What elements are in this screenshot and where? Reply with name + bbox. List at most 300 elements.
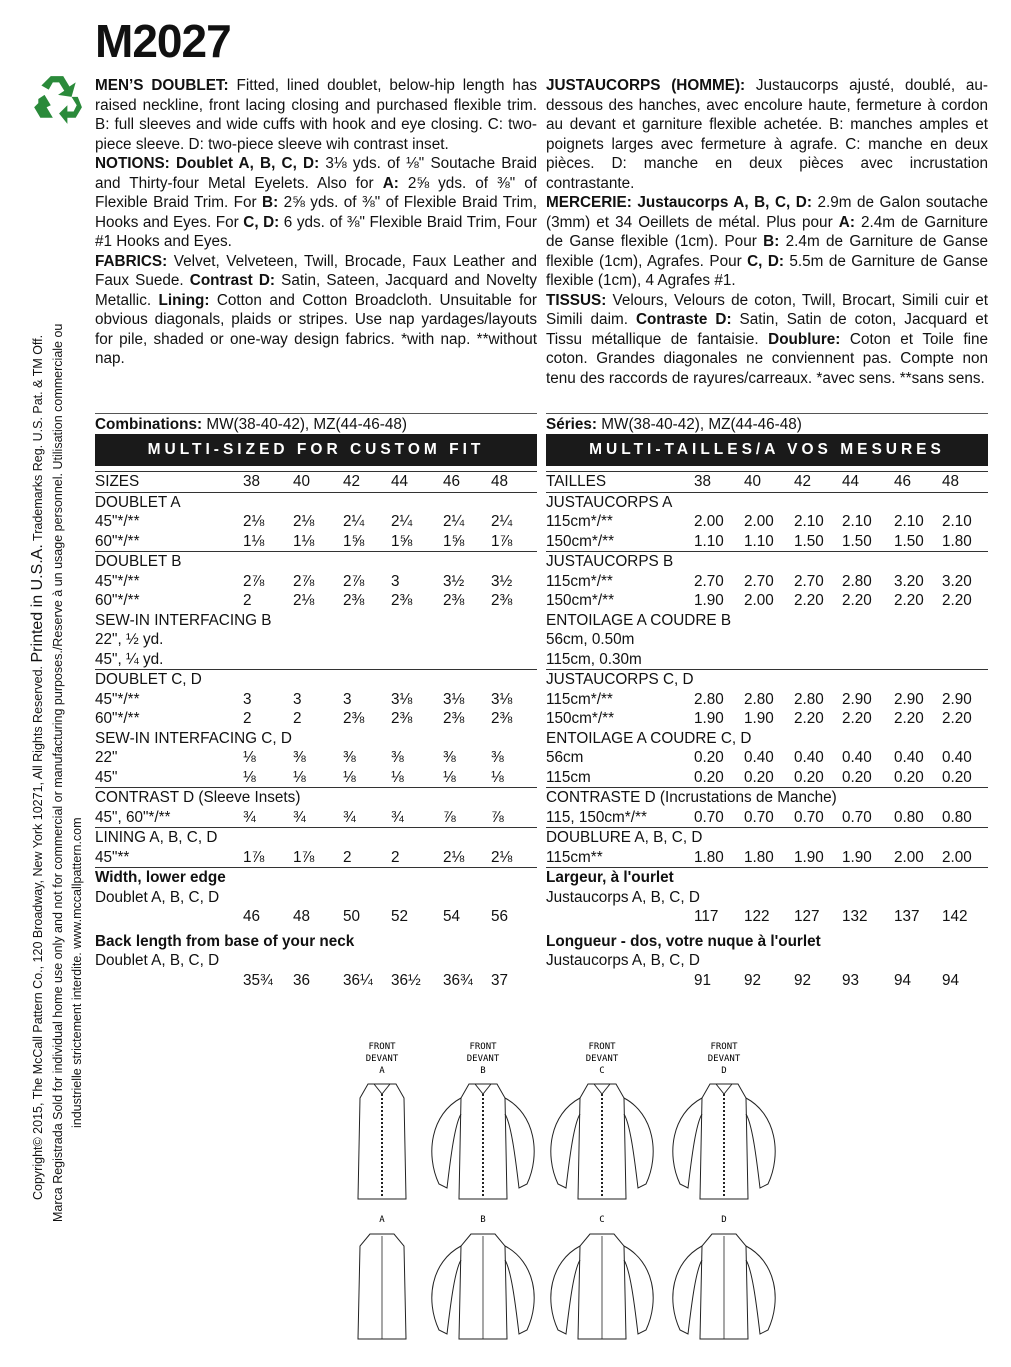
row-value: 1⅞ (491, 532, 513, 550)
row-value: 92 (794, 971, 812, 989)
row-value: 2.80 (744, 690, 774, 708)
row-value: 127 (794, 908, 820, 925)
row-value: 2.70 (694, 572, 724, 590)
row-value: 2 (243, 710, 252, 727)
row-value: ⅞ (491, 808, 504, 826)
row-value: 1.50 (794, 532, 824, 550)
row-value: 2⅜ (443, 592, 465, 609)
table-row (95, 611, 537, 631)
table-row (546, 848, 988, 868)
row-value: 1⅛ (243, 532, 265, 550)
trademark-text: Trademarks Reg. U.S. Pat. & TM Off. (31, 334, 45, 541)
row-label: JUSTAUCORPS B (546, 553, 674, 570)
row-value: 2.80 (794, 690, 824, 708)
row-label: 45"** (95, 848, 130, 866)
notions-a-label: Justaucorps A, B, C, D: (637, 194, 812, 211)
row-value: 44 (842, 473, 860, 490)
row-value: 1.80 (694, 848, 724, 866)
row-value: 2⅜ (391, 592, 413, 609)
table-row (95, 827, 537, 848)
recycle-icon (30, 72, 84, 126)
row-value: 2¼ (491, 513, 513, 530)
row-value: 2.10 (894, 513, 924, 530)
notions-text: 2⅝ yds. of ⅜" of Flexible Braid Trim. For (95, 174, 537, 211)
view-label: DEVANT (466, 1054, 500, 1064)
row-value: 3⅛ (491, 690, 513, 708)
front-view-C (551, 1042, 653, 1199)
row-value: 52 (391, 908, 409, 925)
left-sleeve (551, 1246, 580, 1334)
copyright-sidebar (0, 0, 90, 1367)
row-value: ⅜ (391, 749, 404, 766)
row-value: 94 (894, 971, 912, 989)
row-value: 0.80 (894, 808, 924, 826)
notions-label: MERCERIE: (546, 194, 632, 211)
notions-text: 2⅝ yds. of ⅜" of Flexible Braid Trim, Hooks and Eyes. For (95, 194, 537, 231)
row-value: 3 (343, 690, 352, 708)
row-value: 2 (391, 848, 400, 866)
row-value: 35¾ (243, 971, 273, 989)
row-label: CONTRASTE D (Incrustations de Manche) (546, 789, 837, 806)
row-value: ⅜ (443, 749, 456, 766)
row-value: 2.20 (894, 592, 924, 609)
notions-a2-label: A: (382, 174, 399, 192)
table-row (95, 951, 537, 971)
row-value: 3 (243, 690, 252, 708)
row-label: SEW-IN INTERFACING B (95, 611, 272, 629)
row-value: 2.00 (942, 848, 972, 866)
row-label: 45"*/** (95, 572, 140, 590)
row-value: 0.70 (744, 808, 774, 826)
row-label: 115cm, 0.30m (546, 650, 642, 668)
fabrics-text: Satin, Satin de coton, Jacquard et Tissu métallique de fantaisie. (546, 311, 988, 348)
row-value: 1.10 (694, 532, 724, 550)
table-row (546, 951, 988, 971)
row-value: 2⅜ (491, 710, 513, 727)
english-yardage-table (95, 471, 537, 990)
row-value: ⅛ (243, 749, 256, 766)
view-label: A (379, 1066, 385, 1076)
table-row (546, 611, 988, 631)
view-label: B (480, 1215, 486, 1225)
desc-label: MEN’S DOUBLET: (95, 77, 229, 94)
row-label: TAILLES (546, 473, 607, 490)
row-label: 115, 150cm*/** (546, 808, 647, 826)
row-value: 2.00 (694, 513, 724, 530)
table-row (95, 729, 537, 749)
row-value: 3½ (443, 572, 465, 590)
table-row (546, 971, 988, 991)
table-row (95, 690, 537, 710)
body-outline (358, 1084, 406, 1199)
garment-drawings (340, 1038, 800, 1358)
back-view-C (551, 1215, 653, 1339)
collar-outline (475, 1084, 491, 1094)
row-value: 2 (243, 592, 252, 609)
row-value: 2⅜ (343, 592, 365, 609)
usage-line (52, 324, 65, 1222)
body-outline (700, 1084, 748, 1199)
table-row (546, 768, 988, 788)
left-sleeve (432, 1098, 461, 1188)
row-label: ENTOILAGE A COUDRE B (546, 611, 732, 629)
english-notions-para (95, 154, 537, 252)
collar-outline (716, 1084, 732, 1094)
fabrics-text: Cotton and Cotton Broadcloth. Unsuitable for obvious diagonals, plaids or stripes. Use nap yardages/layouts for pile, shaded or one-way design fabrics. *with nap. **without nap. (95, 291, 537, 367)
row-label: 56cm, 0.50m (546, 631, 635, 648)
lining-label: Doublure: (768, 330, 841, 348)
french-fabrics-para (546, 291, 988, 389)
view-label: D (721, 1066, 727, 1076)
row-label: JUSTAUCORPS C, D (546, 671, 694, 688)
front-view-D (673, 1042, 775, 1199)
french-combinations (546, 413, 988, 434)
notions-label: NOTIONS: (95, 155, 170, 172)
row-value: 0.40 (894, 749, 924, 766)
table-row (95, 630, 537, 650)
row-value: 44 (391, 473, 409, 490)
table-row (546, 808, 988, 828)
view-label: C (599, 1215, 605, 1225)
combo-label: Séries: (546, 416, 598, 433)
fabrics-label: TISSUS: (546, 291, 607, 309)
printed-in-text: Printed in U.S.A. (29, 544, 46, 663)
row-value: ¾ (343, 808, 356, 826)
row-value: 2.20 (794, 710, 824, 727)
right-sleeve (746, 1098, 775, 1188)
row-label: Back length from base of your neck (95, 932, 355, 950)
row-value: 2 (293, 710, 302, 727)
view-label: D (721, 1215, 727, 1225)
row-value: 1⅝ (343, 532, 365, 550)
row-value: 2.20 (894, 710, 924, 727)
row-value: 36½ (391, 971, 421, 989)
row-value: 3.20 (942, 572, 972, 590)
lining-label: Lining: (158, 291, 210, 309)
row-value: 0.40 (942, 749, 972, 766)
table-row (95, 650, 537, 670)
table-row (546, 729, 988, 749)
table-row (546, 551, 988, 572)
notions-text: 6 yds. of ⅜" Flexible Braid Trim, Four #1 Hooks and Eyes. (95, 213, 537, 250)
row-label: 45"*/** (95, 690, 140, 708)
row-value: 2.70 (744, 572, 774, 590)
contrast-label: Contrast D: (189, 272, 275, 289)
row-label: SIZES (95, 473, 140, 490)
row-value: 1.90 (694, 710, 724, 727)
row-value: 2.00 (744, 513, 774, 530)
row-label: Justaucorps A, B, C, D (546, 952, 700, 969)
table-row (546, 888, 988, 908)
notions-a2-label: A: (838, 213, 855, 231)
row-label: 45", ¼ yd. (95, 650, 164, 668)
front-view-A (358, 1042, 406, 1199)
left-sleeve (673, 1246, 702, 1334)
row-value: 92 (744, 971, 762, 989)
row-label: 22", ½ yd. (95, 631, 164, 648)
table-row (95, 471, 537, 492)
left-sleeve (551, 1098, 580, 1188)
row-value: 2.10 (942, 513, 972, 530)
notions-text: 5.5m de Garniture de Ganse flexible (1cm), 4 Agrafes #1. (546, 252, 988, 289)
table-row (95, 591, 537, 611)
row-value: 3⅛ (443, 690, 465, 708)
view-label: FRONT (710, 1042, 738, 1052)
row-value: 56 (491, 908, 509, 925)
table-row (95, 748, 537, 768)
row-value: 122 (744, 908, 770, 925)
row-value: ⅜ (293, 749, 306, 766)
fabrics-text: Velvet, Velveteen, Twill, Brocade, Faux Leather and Faux Suede. (95, 252, 537, 289)
row-value: 0.20 (744, 768, 774, 786)
row-value: ⅛ (243, 768, 256, 786)
row-value: 2.90 (894, 690, 924, 708)
table-row (546, 932, 988, 952)
row-value: 1.80 (942, 532, 972, 550)
row-value: 2.00 (894, 848, 924, 866)
row-value: 46 (894, 473, 912, 490)
copyright-text: Copyright© 2015, The McCall Pattern Co., 120 Broadway, New York 10271, All Rights Reserved. (31, 665, 45, 1200)
row-label: LINING A, B, C, D (95, 829, 218, 846)
row-label: SEW-IN INTERFACING C, D (95, 729, 292, 747)
desc-text: Justaucorps ajusté, doublé, au-dessous des hanches, avec encolure haute, fermeture à cordon au devant et garniture flexible achetée. B: manches amples et poignets larges avec fermeture à agrafe. C: manche en deux pièces. D: manche en deux pièces avec incrustation contrastante. (546, 77, 989, 192)
notions-text: 3⅛ yds. of ⅛" Soutache Braid and Thirty-four Metal Eyelets. Also for (95, 155, 537, 192)
english-size-band: MULTI-SIZED FOR CUSTOM FIT (95, 434, 537, 466)
front-view-B (432, 1042, 534, 1199)
row-value: 2⅞ (293, 572, 315, 590)
combo-label: Combinations: (95, 416, 203, 433)
french-desc-para (546, 76, 988, 193)
table-row (95, 512, 537, 532)
row-value: 0.70 (694, 808, 724, 826)
row-value: ⅜ (491, 749, 504, 766)
row-value: 0.80 (942, 808, 972, 826)
row-value: 36¾ (443, 971, 473, 989)
drawings-svg (340, 1038, 800, 1358)
table-row (546, 650, 988, 670)
row-value: 2.10 (794, 513, 824, 530)
row-value: 54 (443, 908, 461, 925)
combo-text: MW(38-40-42), MZ(44-46-48) (597, 416, 802, 433)
row-value: 2⅛ (293, 592, 315, 609)
row-label: DOUBLURE A, B, C, D (546, 829, 703, 846)
row-value: 1.10 (744, 532, 774, 550)
row-label: 150cm*/** (546, 710, 615, 727)
usage-text: Marca Registrada Sold for individual home use only and not for commercial or manufacturing purposes./Reserve à un usage personnel. Utilisation commerciale ou (51, 323, 65, 1222)
row-value: ¾ (391, 808, 404, 826)
row-value: 0.20 (942, 768, 972, 786)
table-row (95, 888, 537, 908)
view-label: A (379, 1215, 385, 1225)
row-value: 1⅛ (293, 532, 315, 550)
row-value: 0.20 (694, 768, 724, 786)
row-value: 93 (842, 971, 860, 989)
table-row (546, 532, 988, 552)
row-value: ¾ (293, 808, 306, 826)
row-label: 45" (95, 768, 118, 786)
row-value: 40 (744, 473, 762, 490)
row-value: 0.40 (744, 749, 774, 766)
copyright-line (30, 335, 46, 1200)
row-value: 38 (243, 473, 261, 490)
row-label: JUSTAUCORPS A (546, 493, 673, 511)
right-sleeve (624, 1246, 653, 1334)
row-value: 1.90 (842, 848, 872, 866)
english-description (95, 76, 537, 369)
row-label: 60"*/** (95, 710, 140, 727)
row-value: 2.80 (694, 690, 724, 708)
table-row (546, 669, 988, 690)
left-sleeve (432, 1246, 461, 1334)
row-value: 0.70 (794, 808, 824, 826)
row-label: 115cm*/** (546, 690, 613, 708)
row-value: 36¼ (343, 971, 373, 989)
row-value: 2⅛ (293, 513, 315, 530)
table-row (546, 787, 988, 808)
row-value: 3.20 (894, 572, 924, 590)
row-value: 46 (243, 908, 261, 925)
table-row (95, 532, 537, 552)
row-value: 2⅜ (343, 710, 365, 727)
right-sleeve (505, 1246, 534, 1334)
table-row (95, 867, 537, 888)
row-value: 2⅜ (391, 710, 413, 727)
website-text: industrielle strictement interdite. www.mccallpattern.com (70, 817, 84, 1128)
row-label: DOUBLET C, D (95, 671, 202, 688)
table-row (546, 709, 988, 729)
fabrics-text: Velours, Velours de coton, Twill, Brocart, Simili cuir et Simili daim. (546, 291, 988, 328)
row-value: 1.80 (744, 848, 774, 866)
back-view-B (432, 1215, 534, 1339)
english-fabrics-para (95, 252, 537, 369)
fabrics-text: Satin, Sateen, Jacquard and Novelty Metallic. (95, 272, 537, 309)
row-value: 48 (293, 908, 311, 925)
table-row (546, 907, 988, 927)
collar-outline (594, 1084, 610, 1094)
row-label: Doublet A, B, C, D (95, 952, 220, 969)
body-outline (459, 1084, 507, 1199)
row-value: 2⅛ (243, 513, 265, 530)
row-label: Longueur - dos, votre nuque à l'ourlet (546, 932, 821, 950)
french-size-band: MULTI-TAILLES/A VOS MESURES (546, 434, 988, 466)
row-label: 45", 60"*/** (95, 808, 171, 826)
row-value: 2.90 (842, 690, 872, 708)
row-value: 1⅝ (391, 532, 413, 550)
notions-cd-label: C, D: (747, 252, 784, 270)
row-label: ENTOILAGE A COUDRE C, D (546, 729, 752, 747)
row-value: ⅛ (293, 768, 306, 786)
row-value: 2.70 (794, 572, 824, 590)
row-value: 2⅛ (443, 848, 465, 866)
table-row (546, 690, 988, 710)
row-label: 150cm*/** (546, 532, 615, 550)
row-value: 2 (343, 848, 352, 866)
row-value: 2.80 (842, 572, 872, 590)
row-value: 3 (293, 690, 302, 708)
row-value: 2.90 (942, 690, 972, 708)
body-outline (578, 1084, 626, 1199)
row-value: 42 (343, 473, 361, 490)
row-value: 0.20 (842, 768, 872, 786)
row-label: 56cm (546, 749, 584, 766)
row-label: 60"*/** (95, 592, 140, 609)
row-value: ⅛ (343, 768, 356, 786)
row-value: 36 (293, 971, 311, 989)
notions-cd-label: C, D: (243, 213, 280, 231)
row-value: 2⅞ (343, 572, 365, 590)
back-view-D (673, 1215, 775, 1339)
row-value: 0.40 (794, 749, 824, 766)
view-label: FRONT (469, 1042, 497, 1052)
row-value: 1.50 (894, 532, 924, 550)
row-value: ⅞ (443, 808, 456, 826)
row-value: 1.90 (744, 710, 774, 727)
row-value: 2.20 (842, 710, 872, 727)
row-value: 1⅝ (443, 532, 465, 550)
notions-b-label: B: (763, 233, 780, 250)
row-label: DOUBLET A (95, 493, 181, 511)
right-sleeve (624, 1098, 653, 1188)
table-row (95, 709, 537, 729)
row-label: 115cm*/** (546, 513, 613, 530)
table-row (546, 572, 988, 592)
row-value: 1.90 (794, 848, 824, 866)
view-label: FRONT (588, 1042, 616, 1052)
row-label: Doublet A, B, C, D (95, 888, 220, 906)
row-value: 2.00 (744, 592, 774, 609)
website-line (71, 817, 84, 1128)
row-label: Largeur, à l'ourlet (546, 869, 674, 886)
right-sleeve (505, 1098, 534, 1188)
row-value: 38 (694, 473, 712, 490)
contrast-label: Contraste D: (635, 311, 732, 328)
row-value: 137 (894, 908, 920, 925)
table-row (546, 630, 988, 650)
row-value: 2.20 (942, 710, 972, 727)
french-description (546, 76, 988, 388)
row-value: 48 (491, 473, 509, 490)
row-value: 2⅜ (443, 710, 465, 727)
row-value: 3 (391, 572, 400, 590)
table-row (546, 748, 988, 768)
pattern-number: M2027 (95, 15, 231, 67)
table-row (95, 971, 537, 991)
row-value: 2⅜ (491, 592, 513, 609)
table-row (95, 669, 537, 690)
row-value: 50 (343, 908, 361, 925)
row-label: 150cm*/** (546, 592, 615, 609)
row-value: 0.20 (794, 768, 824, 786)
table-row (95, 848, 537, 868)
table-row (546, 867, 988, 888)
row-label: CONTRAST D (Sleeve Insets) (95, 789, 301, 806)
desc-text: Fitted, lined doublet, below-hip length has raised neckline, front lacing closing and purchased flexible trim. B: full sleeves and wide cuffs with hook and eye closing. C: two-piece sleeve. D: two-piece sleeve wih contrast inset. (95, 77, 537, 153)
row-value: 2¼ (343, 513, 365, 530)
row-value: ⅛ (391, 768, 404, 786)
table-row (95, 551, 537, 572)
table-row (95, 492, 537, 513)
table-row (95, 808, 537, 828)
row-value: 2.10 (842, 513, 872, 530)
row-value: ⅛ (491, 768, 504, 786)
row-value: 2¼ (391, 513, 413, 530)
row-value: ⅛ (443, 768, 456, 786)
row-value: 2⅛ (491, 848, 513, 866)
notions-text: 2.9m de Galon soutache (3mm) et 34 Oeillets de métal. Plus pour (546, 194, 988, 231)
table-row (95, 768, 537, 788)
row-label: DOUBLET B (95, 553, 182, 570)
row-value: 142 (942, 908, 968, 925)
